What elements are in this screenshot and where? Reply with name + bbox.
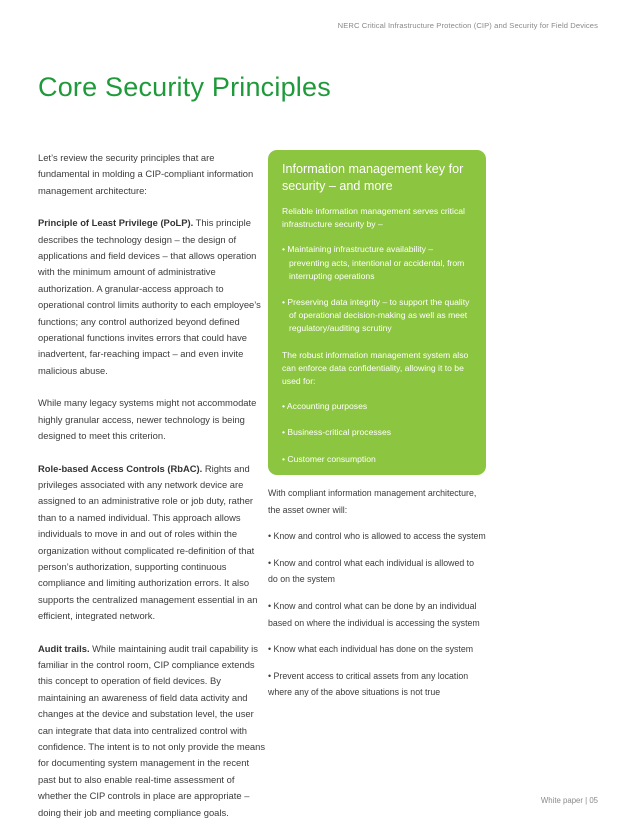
asset-owner-item: • Know and control who is allowed to access the system [268, 531, 486, 542]
polp-body: This principle describes the technology design – the design of applications and field devices – that allows operation with the minimum amount of administrative authorization. A granular-access approach to operational control limits authority to each employee’s functions; any control authorized beyond defined operational functions invites errors that could have inadvertent, far-reaching impact – and even invite malicious abuse. [38, 217, 261, 376]
asset-owner-item: • Know and control what each individual is allowed to do on the system [268, 557, 475, 585]
polp-paragraph [38, 215, 266, 379]
info-callout-box [268, 150, 486, 475]
asset-owner-item: • Prevent access to critical assets from any location where any of the above situations is not true [268, 670, 469, 698]
asset-owner-section [268, 485, 486, 701]
asset-owner-item: • Know what each individual has done on the system [268, 644, 474, 655]
left-column [38, 150, 266, 826]
right-column [268, 150, 486, 711]
asset-owner-item: • Know and control what can be done by an individual based on where the individual is accessing the system [268, 600, 480, 628]
audit-body: While maintaining audit trail capability is familiar in the control room, CIP compliance extends this concept to operation of field devices. By maintaining an awareness of field data activity and changes at the device and substation level, the user can integrate that data into centralized control with confidence. The intent is to not only provide the means for documenting system management in the recent past but to also enable real-time assessment of whether the CIP controls in place are appropriate – doing their job and meeting compliance goals. [38, 642, 266, 818]
polp-heading: Principle of Least Privilege (PoLP). [38, 217, 194, 229]
asset-owner-intro: With compliant information management architecture, the asset owner will: [268, 488, 477, 515]
rbac-paragraph [38, 461, 266, 625]
audit-paragraph [38, 641, 266, 821]
audit-heading: Audit trails. [38, 642, 90, 654]
running-header: NERC Critical Infrastructure Protection (CIP) and Security for Field Devices [337, 21, 598, 30]
page-title: Core Security Principles [38, 72, 331, 102]
page-footer: White paper | 05 [540, 796, 598, 805]
info-box-intro: Reliable information management serves critical infrastructure security by – [282, 206, 465, 230]
info-box-title: Information management key for security – and more [282, 162, 464, 193]
legacy-paragraph: While many legacy systems might not accommodate highly granular access, newer technology is being designed to meet this criterion. [38, 397, 257, 442]
rbac-body: Rights and privileges associated with any network device are assigned to an administrative role or job duty, rather than to a named individual. This approach allows individuals to move in and out of roles within the organization without complicated re-definition of that person’s authorization, supporting continuous compliance and limiting authorization errors. It also supports the centralized management essential in an efficient, integrated network. [38, 462, 258, 622]
info-box-use-item: • Accounting purposes [282, 401, 368, 412]
intro-paragraph: Let’s review the security principles that are fundamental in molding a CIP-compliant information management architecture: [38, 152, 254, 196]
info-box-bullet: • Maintaining infrastructure availability – preventing acts, intentional or accidental, from interrupting operations [282, 244, 465, 281]
info-box-bullet: • Preserving data integrity – to support the quality of operational decision-making as well as meet regulatory/auditing scrutiny [282, 297, 470, 334]
info-box-middle: The robust information management system also can enforce data confidentiality, allowing it to be used for: [282, 349, 469, 387]
rbac-heading: Role-based Access Controls (RbAC). [38, 462, 203, 474]
info-box-use-item: • Business-critical processes [282, 427, 392, 438]
info-box-use-item: • Customer consumption [282, 453, 376, 464]
